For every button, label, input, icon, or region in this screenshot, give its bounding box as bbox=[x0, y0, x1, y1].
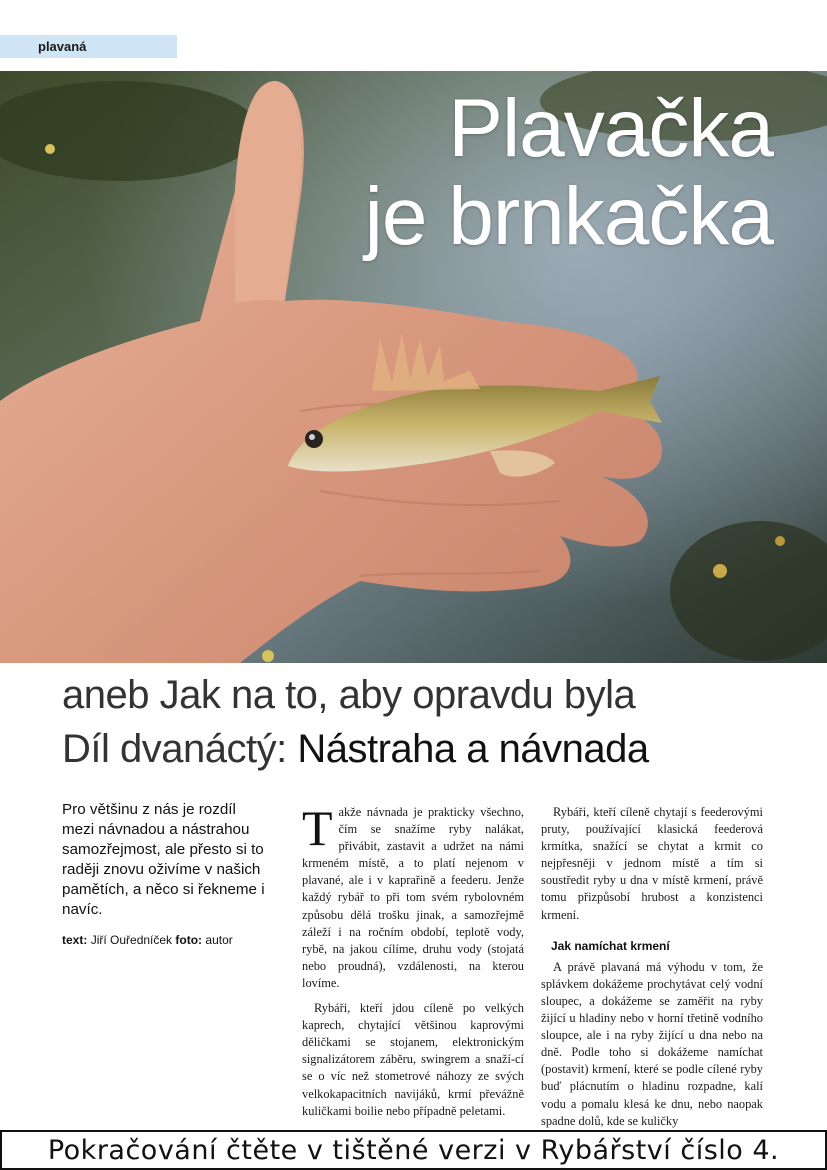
text-credit-author: Jiří Ouředníček bbox=[90, 933, 173, 947]
section-label: plavaná bbox=[38, 39, 87, 54]
text-credit-label: text: bbox=[62, 933, 88, 947]
photo-credit-label: foto: bbox=[175, 933, 203, 947]
continuation-banner bbox=[0, 1130, 827, 1170]
lead-paragraph: Pro většinu z nás je rozdíl mezi návnadou a nástrahou samozřejmost, ale přesto si to raději znovu oživíme v našich pamětích, a něco si řekneme i navíc. bbox=[62, 801, 265, 918]
section-heading: Jak namíchat krmení bbox=[551, 938, 670, 953]
subtitle-line-2 bbox=[62, 722, 802, 776]
title-line-2: je brnkačka bbox=[364, 171, 773, 262]
paragraph bbox=[302, 800, 524, 992]
paragraph: Rybáři, kteří jdou cíleně po velkých kaprech, chytající většinou kaprovými děličkami se stojanem, elektronickým signalizátorem záběru, swingrem a snaží-cí se o víc než stometrové náhozy ze svých velkokapacitních navijáků, krmí převážně kuličkami boilie nebo případně peletami. bbox=[302, 1001, 524, 1118]
section-tab bbox=[0, 35, 177, 58]
paragraph: A právě plavaná má výhodu v tom, že splávkem dokážeme prochytávat celý vodní sloupec, a dokážeme se zaměřit na ryby žijící u hladiny nebo v horní třetině vodního sloupce, ale i na ryby žijící u dna nebo na dně. Podle toho si dokážeme namíchat (postavit) krmení, které se podle cílené ryby buď plácnutím o hladinu rozpadne, kalí vodu a pomalu klesá ke dnu, nebo naopak spadne dolů, kde se kuličky bbox=[541, 959, 763, 1128]
article-subtitle bbox=[62, 668, 802, 776]
article-title bbox=[365, 85, 773, 261]
paragraph-text: akže návnada je prakticky všechno, čím se snažíme ryby nalákat, přivábit, zastavit a udržet na námi krmeném místě, a to platí nejenom v plavané, ale i v kaprařině a feederu. Jenže každý rybář to při tom svém rybolovném způsobu dělá trošku jinak, a samozřejmě záleží i na ročním období, teplotě vody, rybě, na jakou cílíme, druhu vody (stojatá nebo proudná), vzdálenosti, na kterou lovíme. bbox=[302, 805, 524, 990]
article-column-2 bbox=[541, 804, 763, 1130]
subtitle-part-topic: Nástraha a návnada bbox=[297, 727, 649, 771]
continuation-text: Pokračování čtěte v tištěné verzi v Rybářství číslo 4. bbox=[47, 1135, 780, 1166]
article-column-1 bbox=[302, 800, 524, 1120]
title-line-1: Plavačka bbox=[448, 83, 773, 174]
credits bbox=[62, 933, 282, 947]
hero-photo bbox=[0, 71, 827, 663]
photo-credit-author: autor bbox=[205, 933, 233, 947]
drop-cap: T bbox=[302, 800, 333, 856]
subtitle-part-label: Díl dvanáctý: bbox=[62, 727, 298, 771]
subtitle-line-1: aneb Jak na to, aby opravdu byla bbox=[62, 673, 636, 717]
paragraph: Rybáři, kteří cíleně chytají s feederovými pruty, používající klasická feederová krmítka, snažící se chytat a krmit co nejpřesněji v jednom místě a tím si soustředit ryby u dna v místě krmení, právě tomu přizpůsobí hrubost a konzistenci krmení. bbox=[541, 805, 763, 922]
